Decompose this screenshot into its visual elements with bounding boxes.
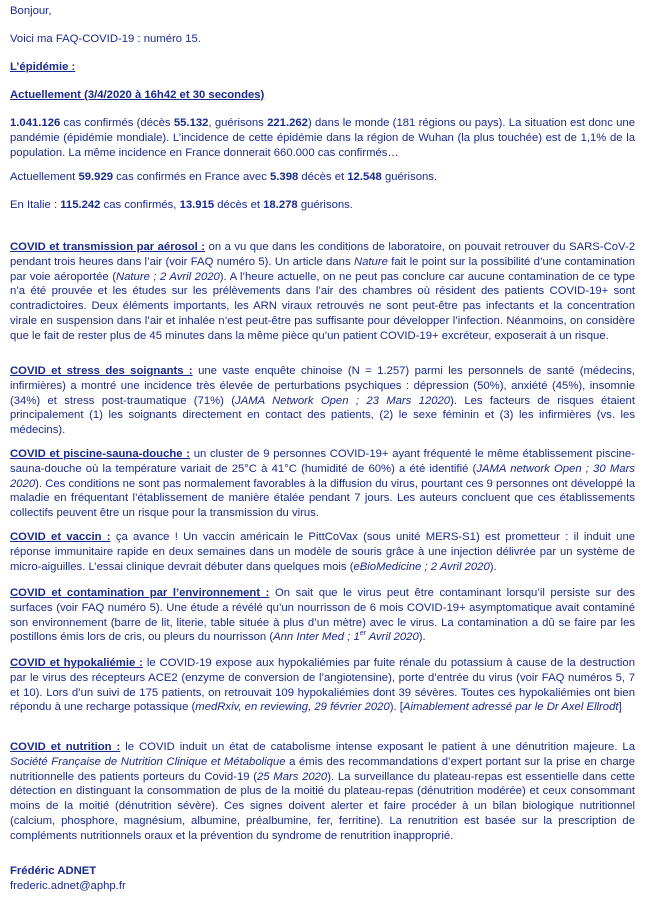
section-pool-title: COVID et piscine-sauna-douche :: [10, 448, 191, 460]
section-hypokalemia-title: COVID et hypokaliémie :: [10, 657, 143, 669]
italy-recovered: 18.278: [263, 199, 298, 211]
epidemic-heading: L’épidémie :: [10, 61, 76, 73]
world-cases: 1.041.126: [10, 117, 61, 129]
france-stats-paragraph: Actuellement 59.929 cas confirmés en France avec 5.398 décès et 12.548 guérisons.: [10, 171, 438, 183]
section-aerosol-title: COVID et transmission par aérosol :: [10, 241, 206, 253]
section-hypokalemia: COVID et hypokaliémie : le COVID-19 expose aux hypokaliémies par fuite rénale du potassium à cause de la destruction par le virus des récepteurs ACE2 (enzyme de conversion de l’angiotensine), porte d’entrée du virus (voir FAQ numéros 5, 7 et 10). Lors d’un suivi de 175 patients, on retrouvait 109 hypokaliémies dont 39 sévères. Toutes ces hypokaliémies ont bien répondu à une recharge potassique (medRxiv, en reviewing, 29 février 2020). [Aimablement adressé par le Dr Axel Ellrodt]: [10, 657, 635, 714]
section-nutrition-title: COVID et nutrition :: [10, 741, 121, 753]
section-vaccine: COVID et vaccin : ça avance ! Un vaccin américain le PittCoVax (sous unité MERS-S1) est prometteur : il induit une réponse immunitaire rapide en deux semaines dans un modèle de souris grâce à une injection délivrée par un système de micro-aiguilles. L’essai clinique devrait débuter dans quelques mois (eBioMedicine ; 2 Avril 2020).: [10, 531, 636, 573]
italy-stats-paragraph: En Italie : 115.242 cas confirmés, 13.915 décès et 18.278 guérisons.: [10, 199, 353, 211]
intro-line: Voici ma FAQ-COVID-19 : numéro 15.: [10, 33, 201, 45]
signature-email[interactable]: frederic.adnet@aphp.fr: [10, 880, 126, 892]
world-recovered: 221.262: [267, 117, 308, 129]
section-aerosol: COVID et transmission par aérosol : on a vu que dans les conditions de laboratoire, on pouvait retrouver du SARS-CoV-2 pendant trois heures dans l’air (voir FAQ numéro 5). Un article dans Nature fait le point sur la possibilité d’une contamination par voie aéroportée (Nature ; 2 Avril 2020). A l’heure actuelle, on ne peut pas conclure car aucune contamination de ce type n’a été prouvée et les études sur les prélèvements dans l’air des chambres où résident des patients COVID-19+ sont contradictoires. Deux éléments importants, les ARN viraux retrouvés ne sont peut-être pas infectants et la concentration virale en suspension dans l’air et inhalée n’est peut-être pas suffisante pour développer l’infection. Néanmoins, on considère que le fait de rester plus de 45 minutes dans la même pièce qu’un patient COVID-19+ excréteur, exposerait à un risque.: [10, 241, 636, 342]
france-cases: 59.929: [78, 171, 114, 183]
greeting: Bonjour,: [10, 5, 52, 17]
section-environment: COVID et contamination par l’environnement : On sait que le virus peut être contaminant lorsqu’il persiste sur des surfaces (voir FAQ numéro 5). Une étude a révélé qu’un nourrisson de 6 mois COVID-19+ asymptomatique avait contaminé son environnement (barre de lit, literie, table située à plus d’un mètre) avec le virus. La contamination a dû se faire par les postillons émis lors de cris, ou pleurs du nourrisson (Ann Inter Med ; 1er Avril 2020).: [10, 587, 635, 644]
france-deaths: 5.398: [269, 171, 299, 183]
section-stress: COVID et stress des soignants : une vaste enquête chinoise (N = 1.257) parmi les personnels de santé (médecins, infirmières) a montré une incidence très élevée de perturbations psychiques : dépression (50%), anxiété (45%), insomnie (34%) et stress post-traumatique (71%) (JAMA Network Open ; 23 Mars 12020). Les facteurs de risques étaient principalement (1) les soignants directement en contact des patients, (2) le sexe féminin et (3) les infirmières (vs. les médecins).: [10, 365, 635, 437]
italy-cases: 115.242: [60, 199, 101, 211]
italy-deaths: 13.915: [179, 199, 215, 211]
section-vaccine-title: COVID et vaccin :: [10, 531, 111, 543]
world-stats-paragraph: 1.041.126 cas confirmés (décès 55.132, guérisons 221.262) dans le monde (181 régions ou pays). La situation est donc une pandémie (épidémie mondiale). L’incidence de cette épidémie dans la région de Wuhan (la plus touchée) est de 1,1% de la population. La même incidence en France donnerait 660.000 cas confirmés…: [10, 117, 635, 159]
world-deaths: 55.132: [173, 117, 209, 129]
section-nutrition: COVID et nutrition : le COVID induit un état de catabolisme intense exposant le patient à une dénutrition majeure. La Société Française de Nutrition Clinique et Métabolique a émis des recommandations d’expert portant sur la prise en charge nutritionnelle des patients porteurs du Covid-19 (25 Mars 2020). La surveillance du plateau-repas est essentielle dans cette détection en distinguant la consommation de plus de la moitié du plateau-repas (dénutrition modérée) et ceux consommant moins de la moitié (dénutrition sévère). Ces signes doivent alerter et faire procéder à un bilan biologique nutritionnel (calcium, phosphore, magnésium, albumine, préalbumine, fer, ferritine). La renutrition est basée sur la prescription de compléments nutritionnels oraux et la prévention du syndrome de renutrition inapproprié.: [10, 741, 636, 842]
signature-name: Frédéric ADNET: [10, 865, 97, 877]
current-date-heading: Actuellement (3/4/2020 à 16h42 et 30 secondes): [10, 89, 265, 101]
france-recovered: 12.548: [347, 171, 382, 183]
section-stress-title: COVID et stress des soignants :: [10, 365, 193, 377]
section-environment-title: COVID et contamination par l’environnement :: [10, 587, 270, 599]
section-pool: COVID et piscine-sauna-douche : un cluster de 9 personnes COVID-19+ ayant fréquenté le même établissement piscine-sauna-douche où la température variait de 25°C à 41°C (humidité de 60%) a été identifié (JAMA network Open ; 30 Mars 2020). Ces conditions ne sont pas normalement favorables à la diffusion du virus, pourtant ces 9 personnes ont développé la maladie en fréquentant l’établissement de manière étalée pendant 7 jours. Les auteurs concluent que ces établissements collectifs peuvent être un risque pour la transmission du virus.: [10, 448, 635, 520]
